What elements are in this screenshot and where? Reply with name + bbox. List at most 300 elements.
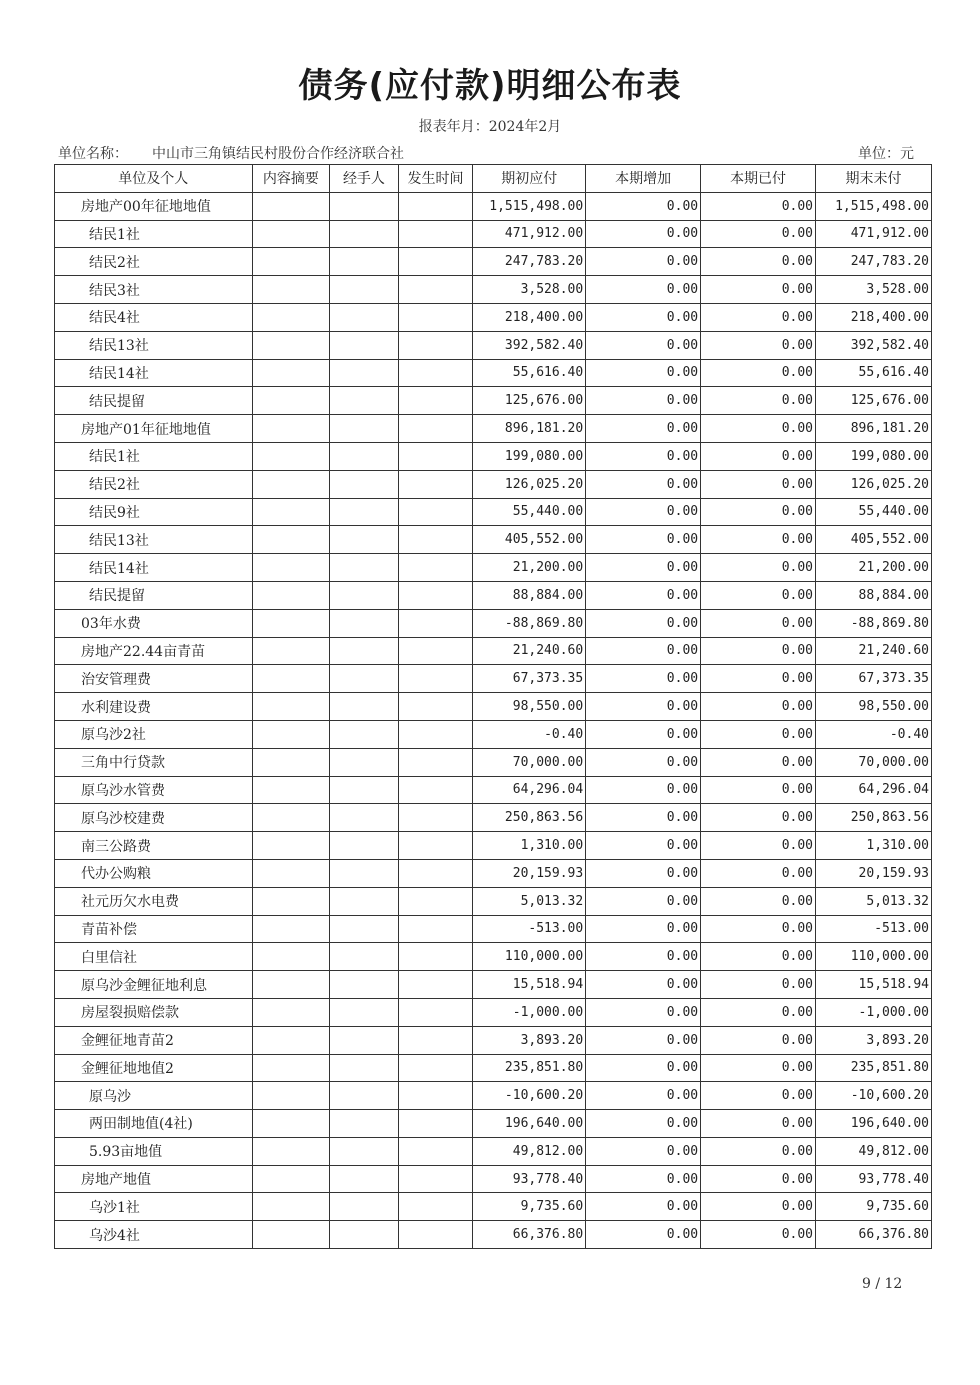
row-date (398, 1110, 473, 1138)
row-summary (252, 748, 330, 776)
row-period-paid: 0.00 (701, 720, 816, 748)
row-handler (330, 1221, 399, 1249)
row-date (398, 915, 473, 943)
row-date (398, 526, 473, 554)
row-name: 结民2社 (55, 470, 253, 498)
row-handler (330, 526, 399, 554)
row-closing-unpaid: 21,240.60 (816, 637, 932, 665)
row-date (398, 554, 473, 582)
row-summary (252, 971, 330, 999)
row-period-paid: 0.00 (701, 276, 816, 304)
row-summary (252, 498, 330, 526)
row-handler (330, 693, 399, 721)
row-date (398, 859, 473, 887)
row-handler (330, 1054, 399, 1082)
row-period-increase: 0.00 (586, 637, 701, 665)
row-period-paid: 0.00 (701, 192, 816, 220)
table-row (55, 581, 932, 609)
row-opening-payable: 55,616.40 (473, 359, 586, 387)
row-opening-payable: 199,080.00 (473, 442, 586, 470)
row-period-paid: 0.00 (701, 1054, 816, 1082)
row-period-paid: 0.00 (701, 1193, 816, 1221)
row-handler (330, 470, 399, 498)
row-opening-payable: 125,676.00 (473, 387, 586, 415)
table-row (55, 665, 932, 693)
row-period-paid: 0.00 (701, 1221, 816, 1249)
row-date (398, 303, 473, 331)
row-period-increase: 0.00 (586, 859, 701, 887)
row-name: 两田制地值(4社) (55, 1110, 253, 1138)
row-summary (252, 693, 330, 721)
row-period-increase: 0.00 (586, 804, 701, 832)
table-row (55, 832, 932, 860)
row-handler (330, 915, 399, 943)
row-period-increase: 0.00 (586, 693, 701, 721)
row-name: 三角中行贷款 (55, 748, 253, 776)
row-opening-payable: 5,013.32 (473, 887, 586, 915)
row-handler (330, 1193, 399, 1221)
row-period-paid: 0.00 (701, 832, 816, 860)
debt-detail-table (54, 164, 932, 1249)
row-period-paid: 0.00 (701, 915, 816, 943)
row-period-increase: 0.00 (586, 748, 701, 776)
row-closing-unpaid: 126,025.20 (816, 470, 932, 498)
table-row (55, 331, 932, 359)
row-period-paid: 0.00 (701, 1110, 816, 1138)
table-row (55, 943, 932, 971)
row-name: 结民提留 (55, 581, 253, 609)
document-title: 债务(应付款)明细公布表 (298, 66, 682, 106)
row-handler (330, 1082, 399, 1110)
row-date (398, 776, 473, 804)
row-name: 青苗补偿 (55, 915, 253, 943)
row-opening-payable: 67,373.35 (473, 665, 586, 693)
column-header: 单位及个人 (55, 165, 253, 193)
row-name: 结民1社 (55, 442, 253, 470)
row-name: 白里信社 (55, 943, 253, 971)
row-name: 结民2社 (55, 248, 253, 276)
row-date (398, 248, 473, 276)
row-period-paid: 0.00 (701, 609, 816, 637)
row-handler (330, 387, 399, 415)
row-summary (252, 554, 330, 582)
row-handler (330, 637, 399, 665)
column-header: 本期已付 (701, 165, 816, 193)
column-header: 期初应付 (473, 165, 586, 193)
row-closing-unpaid: 250,863.56 (816, 804, 932, 832)
row-period-increase: 0.00 (586, 1221, 701, 1249)
row-opening-payable: 88,884.00 (473, 581, 586, 609)
row-period-increase: 0.00 (586, 887, 701, 915)
row-date (398, 665, 473, 693)
row-opening-payable: -0.40 (473, 720, 586, 748)
row-closing-unpaid: 1,310.00 (816, 832, 932, 860)
row-name: 房屋裂损赔偿款 (55, 998, 253, 1026)
row-opening-payable: 49,812.00 (473, 1137, 586, 1165)
row-closing-unpaid: 93,778.40 (816, 1165, 932, 1193)
row-period-increase: 0.00 (586, 609, 701, 637)
row-date (398, 1165, 473, 1193)
row-opening-payable: 896,181.20 (473, 415, 586, 443)
table-row (55, 248, 932, 276)
row-handler (330, 887, 399, 915)
row-period-paid: 0.00 (701, 303, 816, 331)
row-period-paid: 0.00 (701, 943, 816, 971)
table-row (55, 998, 932, 1026)
table-row (55, 387, 932, 415)
table-row (55, 470, 932, 498)
table-row (55, 1137, 932, 1165)
currency-unit: 单位：元 (858, 146, 914, 162)
row-name: 结民13社 (55, 331, 253, 359)
row-closing-unpaid: 3,528.00 (816, 276, 932, 304)
row-handler (330, 498, 399, 526)
row-summary (252, 998, 330, 1026)
row-period-paid: 0.00 (701, 998, 816, 1026)
table-row (55, 804, 932, 832)
row-period-increase: 0.00 (586, 276, 701, 304)
row-closing-unpaid: 98,550.00 (816, 693, 932, 721)
row-date (398, 832, 473, 860)
row-date (398, 1221, 473, 1249)
row-opening-payable: 3,893.20 (473, 1026, 586, 1054)
row-summary (252, 581, 330, 609)
row-handler (330, 554, 399, 582)
row-handler (330, 943, 399, 971)
row-summary (252, 776, 330, 804)
row-summary (252, 415, 330, 443)
row-handler (330, 609, 399, 637)
row-closing-unpaid: 125,676.00 (816, 387, 932, 415)
table-row (55, 748, 932, 776)
row-opening-payable: -10,600.20 (473, 1082, 586, 1110)
row-date (398, 1082, 473, 1110)
table-row (55, 1165, 932, 1193)
row-name: 结民1社 (55, 220, 253, 248)
row-summary (252, 1026, 330, 1054)
row-closing-unpaid: 21,200.00 (816, 554, 932, 582)
row-date (398, 442, 473, 470)
row-name: 原乌沙金鲤征地利息 (55, 971, 253, 999)
row-name: 房地产01年征地地值 (55, 415, 253, 443)
row-period-paid: 0.00 (701, 581, 816, 609)
row-period-increase: 0.00 (586, 943, 701, 971)
row-period-increase: 0.00 (586, 554, 701, 582)
row-period-paid: 0.00 (701, 220, 816, 248)
row-opening-payable: 405,552.00 (473, 526, 586, 554)
row-summary (252, 832, 330, 860)
row-opening-payable: 196,640.00 (473, 1110, 586, 1138)
row-date (398, 1026, 473, 1054)
row-period-increase: 0.00 (586, 665, 701, 693)
row-handler (330, 832, 399, 860)
row-summary (252, 943, 330, 971)
row-period-increase: 0.00 (586, 470, 701, 498)
row-period-paid: 0.00 (701, 248, 816, 276)
row-period-increase: 0.00 (586, 331, 701, 359)
row-handler (330, 331, 399, 359)
row-closing-unpaid: 5,013.32 (816, 887, 932, 915)
row-handler (330, 971, 399, 999)
row-period-increase: 0.00 (586, 220, 701, 248)
row-date (398, 720, 473, 748)
row-date (398, 331, 473, 359)
row-handler (330, 776, 399, 804)
row-handler (330, 1110, 399, 1138)
row-summary (252, 442, 330, 470)
row-summary (252, 665, 330, 693)
table-row (55, 1054, 932, 1082)
row-summary (252, 804, 330, 832)
unit-name-value: 中山市三角镇结民村股份合作经济联合社 (152, 146, 404, 162)
row-date (398, 887, 473, 915)
table-row (55, 192, 932, 220)
row-name: 水利建设费 (55, 693, 253, 721)
row-period-increase: 0.00 (586, 526, 701, 554)
row-date (398, 748, 473, 776)
row-date (398, 581, 473, 609)
row-date (398, 192, 473, 220)
row-handler (330, 720, 399, 748)
row-closing-unpaid: 110,000.00 (816, 943, 932, 971)
row-period-paid: 0.00 (701, 554, 816, 582)
row-period-increase: 0.00 (586, 581, 701, 609)
row-period-increase: 0.00 (586, 1082, 701, 1110)
row-closing-unpaid: 199,080.00 (816, 442, 932, 470)
row-handler (330, 1165, 399, 1193)
row-handler (330, 415, 399, 443)
row-date (398, 470, 473, 498)
table-row (55, 720, 932, 748)
row-name: 结民9社 (55, 498, 253, 526)
row-closing-unpaid: 405,552.00 (816, 526, 932, 554)
row-handler (330, 665, 399, 693)
row-name: 结民13社 (55, 526, 253, 554)
table-row (55, 887, 932, 915)
row-opening-payable: 20,159.93 (473, 859, 586, 887)
row-period-increase: 0.00 (586, 359, 701, 387)
row-period-paid: 0.00 (701, 387, 816, 415)
row-period-paid: 0.00 (701, 442, 816, 470)
row-period-increase: 0.00 (586, 303, 701, 331)
row-date (398, 276, 473, 304)
row-handler (330, 248, 399, 276)
row-name: 乌沙4社 (55, 1221, 253, 1249)
row-opening-payable: -1,000.00 (473, 998, 586, 1026)
row-name: 社元历欠水电费 (55, 887, 253, 915)
row-period-paid: 0.00 (701, 526, 816, 554)
table-row (55, 276, 932, 304)
row-opening-payable: 93,778.40 (473, 1165, 586, 1193)
row-handler (330, 748, 399, 776)
row-date (398, 637, 473, 665)
row-handler (330, 804, 399, 832)
row-closing-unpaid: 247,783.20 (816, 248, 932, 276)
row-period-paid: 0.00 (701, 359, 816, 387)
row-period-increase: 0.00 (586, 1110, 701, 1138)
row-summary (252, 1082, 330, 1110)
row-period-increase: 0.00 (586, 415, 701, 443)
row-name: 代办公购粮 (55, 859, 253, 887)
row-summary (252, 637, 330, 665)
row-closing-unpaid: 15,518.94 (816, 971, 932, 999)
row-date (398, 220, 473, 248)
row-period-increase: 0.00 (586, 1193, 701, 1221)
row-opening-payable: 126,025.20 (473, 470, 586, 498)
row-opening-payable: 1,310.00 (473, 832, 586, 860)
row-period-increase: 0.00 (586, 1137, 701, 1165)
row-period-increase: 0.00 (586, 971, 701, 999)
column-header: 经手人 (330, 165, 399, 193)
row-closing-unpaid: -88,869.80 (816, 609, 932, 637)
row-date (398, 609, 473, 637)
row-summary (252, 526, 330, 554)
unit-name-label: 单位名称： (58, 146, 128, 162)
row-closing-unpaid: -1,000.00 (816, 998, 932, 1026)
row-handler (330, 359, 399, 387)
row-handler (330, 859, 399, 887)
row-closing-unpaid: 218,400.00 (816, 303, 932, 331)
row-period-increase: 0.00 (586, 1026, 701, 1054)
column-header: 发生时间 (398, 165, 473, 193)
row-opening-payable: 64,296.04 (473, 776, 586, 804)
row-closing-unpaid: 88,884.00 (816, 581, 932, 609)
row-period-increase: 0.00 (586, 832, 701, 860)
row-name: 结民14社 (55, 359, 253, 387)
row-summary (252, 859, 330, 887)
row-summary (252, 387, 330, 415)
row-closing-unpaid: 55,616.40 (816, 359, 932, 387)
row-date (398, 359, 473, 387)
row-period-paid: 0.00 (701, 637, 816, 665)
row-summary (252, 303, 330, 331)
row-date (398, 804, 473, 832)
table-row (55, 415, 932, 443)
row-period-paid: 0.00 (701, 498, 816, 526)
row-opening-payable: 392,582.40 (473, 331, 586, 359)
row-name: 结民提留 (55, 387, 253, 415)
row-opening-payable: -88,869.80 (473, 609, 586, 637)
row-period-increase: 0.00 (586, 442, 701, 470)
row-period-increase: 0.00 (586, 192, 701, 220)
table-row (55, 442, 932, 470)
row-closing-unpaid: 392,582.40 (816, 331, 932, 359)
row-name: 金鲤征地地值2 (55, 1054, 253, 1082)
row-handler (330, 1137, 399, 1165)
table-row (55, 693, 932, 721)
table-row (55, 220, 932, 248)
row-closing-unpaid: -513.00 (816, 915, 932, 943)
row-handler (330, 442, 399, 470)
row-opening-payable: 250,863.56 (473, 804, 586, 832)
row-date (398, 693, 473, 721)
table-row (55, 1082, 932, 1110)
row-period-increase: 0.00 (586, 776, 701, 804)
row-period-paid: 0.00 (701, 859, 816, 887)
row-closing-unpaid: 235,851.80 (816, 1054, 932, 1082)
row-closing-unpaid: 471,912.00 (816, 220, 932, 248)
table-row (55, 359, 932, 387)
unit-name-line (58, 143, 404, 163)
row-summary (252, 1110, 330, 1138)
row-name: 结民4社 (55, 303, 253, 331)
row-summary (252, 220, 330, 248)
row-closing-unpaid: -0.40 (816, 720, 932, 748)
row-date (398, 1054, 473, 1082)
row-period-paid: 0.00 (701, 693, 816, 721)
row-summary (252, 1193, 330, 1221)
row-summary (252, 1165, 330, 1193)
row-opening-payable: 21,200.00 (473, 554, 586, 582)
row-summary (252, 1054, 330, 1082)
row-closing-unpaid: 67,373.35 (816, 665, 932, 693)
row-opening-payable: 66,376.80 (473, 1221, 586, 1249)
row-period-increase: 0.00 (586, 387, 701, 415)
row-period-paid: 0.00 (701, 1082, 816, 1110)
row-closing-unpaid: 1,515,498.00 (816, 192, 932, 220)
row-opening-payable: 15,518.94 (473, 971, 586, 999)
table-row (55, 637, 932, 665)
row-opening-payable: 218,400.00 (473, 303, 586, 331)
column-header: 内容摘要 (252, 165, 330, 193)
row-summary (252, 192, 330, 220)
row-closing-unpaid: 66,376.80 (816, 1221, 932, 1249)
column-header: 期末未付 (816, 165, 932, 193)
table-header-row (55, 165, 932, 193)
table-row (55, 554, 932, 582)
row-closing-unpaid: 49,812.00 (816, 1137, 932, 1165)
row-opening-payable: 98,550.00 (473, 693, 586, 721)
row-opening-payable: 70,000.00 (473, 748, 586, 776)
row-period-paid: 0.00 (701, 470, 816, 498)
row-handler (330, 1026, 399, 1054)
table-row (55, 915, 932, 943)
row-name: 金鲤征地青苗2 (55, 1026, 253, 1054)
row-period-increase: 0.00 (586, 998, 701, 1026)
row-closing-unpaid: 3,893.20 (816, 1026, 932, 1054)
row-name: 结民3社 (55, 276, 253, 304)
row-opening-payable: 1,515,498.00 (473, 192, 586, 220)
row-name: 原乌沙水管费 (55, 776, 253, 804)
row-name: 治安管理费 (55, 665, 253, 693)
row-period-paid: 0.00 (701, 1026, 816, 1054)
table-row (55, 1110, 932, 1138)
row-period-paid: 0.00 (701, 331, 816, 359)
row-date (398, 1193, 473, 1221)
row-name: 房地产00年征地地值 (55, 192, 253, 220)
row-opening-payable: -513.00 (473, 915, 586, 943)
row-name: 03年水费 (55, 609, 253, 637)
row-handler (330, 581, 399, 609)
row-closing-unpaid: 70,000.00 (816, 748, 932, 776)
table-row (55, 609, 932, 637)
row-summary (252, 609, 330, 637)
row-period-paid: 0.00 (701, 1137, 816, 1165)
row-period-paid: 0.00 (701, 971, 816, 999)
row-opening-payable: 247,783.20 (473, 248, 586, 276)
table-row (55, 971, 932, 999)
report-period: 报表年月：2024年2月 (418, 119, 562, 135)
row-summary (252, 331, 330, 359)
row-closing-unpaid: 20,159.93 (816, 859, 932, 887)
row-period-paid: 0.00 (701, 415, 816, 443)
row-summary (252, 470, 330, 498)
row-period-increase: 0.00 (586, 498, 701, 526)
table-row (55, 498, 932, 526)
row-period-increase: 0.00 (586, 248, 701, 276)
row-period-increase: 0.00 (586, 1054, 701, 1082)
row-opening-payable: 3,528.00 (473, 276, 586, 304)
